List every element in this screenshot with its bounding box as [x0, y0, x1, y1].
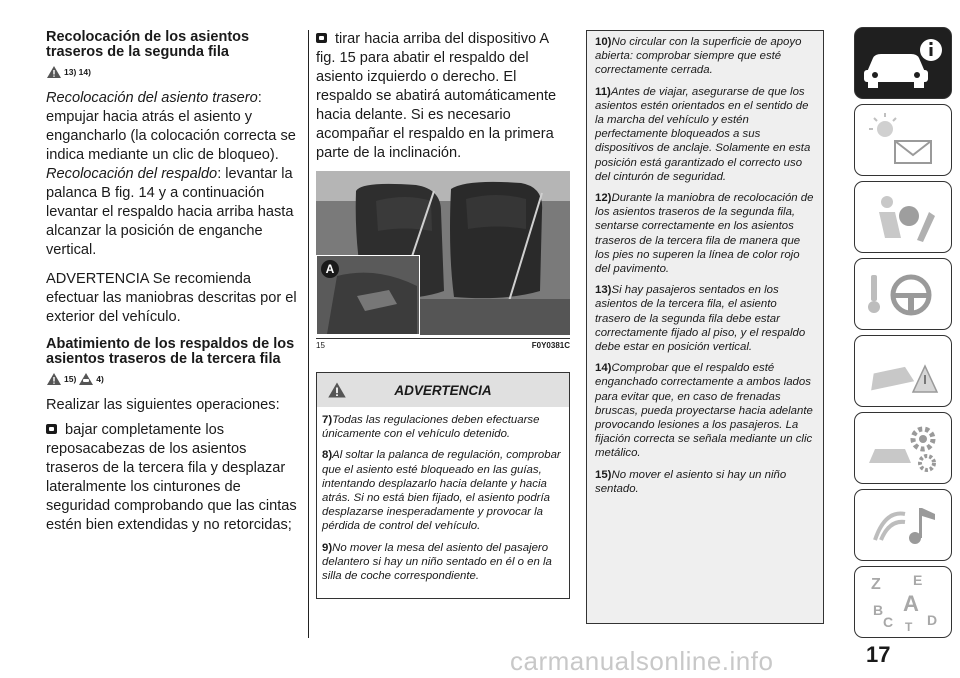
warning-references [46, 64, 300, 80]
paragraph-advertencia: ADVERTENCIA Se recomienda efectuar las maniobras descritas por el exterior del vehículo. [46, 271, 297, 325]
warning-title: ADVERTENCIA [394, 382, 492, 398]
index-letter: C [883, 614, 894, 630]
chapter-tabs [854, 27, 954, 643]
figure-rear-seats-photo [316, 171, 570, 335]
note-item: 15)No mover el asiento si hay un niño sentado. [595, 468, 787, 495]
tab-car-info[interactable] [854, 27, 952, 99]
warning-box-header [317, 373, 569, 407]
index-letter: A [903, 591, 919, 616]
index-letter: D [927, 612, 938, 628]
column-left [46, 30, 300, 535]
paragraph-reposition-seat: Recolocación del asiento trasero: empujar hacia atrás el asiento y engancharlo (la colocación correcta se indica mediante un clic de bloqueo). [46, 90, 296, 163]
warning-triangle-icon [46, 65, 62, 79]
warning-box [316, 372, 570, 599]
note-item: 7)Todas las regulaciones deben efectuarse únicamente con el vehículo detenido. [322, 414, 540, 441]
tab-multimedia[interactable] [854, 489, 952, 561]
bullet-icon [316, 33, 327, 43]
index-icon [855, 567, 951, 637]
note-item: 14)Comprobar que el respaldo esté enganchado correctamente a ambos lados para evitar que, en caso de frenadas bruscas, pueda proyectarse hacia adelante provocando lesiones a los pasajeros. La fijación correcta se señala mediante un clic metálico. [595, 362, 813, 460]
bullet-item-headrests: bajar completamente los reposacabezas de los asientos traseros de la tercera fila y desplazar lateralmente los cinturones de seguridad comprobando que las cintas estén bien extendidas y no retorcidas; [46, 422, 297, 533]
warning-references-2: 15) 4) [46, 371, 300, 387]
watermark: carmanualsonline.info [510, 646, 774, 676]
note-refs: 13) 14) [64, 67, 91, 77]
warning-triangle-icon [46, 372, 62, 386]
caution-car-icon [78, 372, 94, 386]
index-letter: E [913, 572, 923, 588]
tab-emergency[interactable] [854, 335, 952, 407]
warning-lights-icon [855, 105, 951, 175]
column-middle [316, 30, 570, 599]
tab-starting-driving[interactable] [854, 258, 952, 330]
note-item: 9)No mover la mesa del asiento del pasajero delantero si hay un niño sentado en él o en la silla de coche correspondiente. [322, 541, 552, 583]
tab-warning-lights[interactable] [854, 104, 952, 176]
warning-notes-continued [586, 30, 824, 624]
tab-safety[interactable] [854, 181, 952, 253]
section-heading-second-row: Recolocación de los asientos traseros de la segunda fila [46, 29, 250, 60]
note-item: 10)No circular con la superficie de apoyo abierta: comprobar siempre que esté correctamente cerrada. [595, 36, 802, 77]
index-letter: Z [871, 576, 881, 593]
multimedia-icon [855, 490, 951, 560]
column-right [586, 30, 842, 624]
warning-notes-list [317, 407, 569, 598]
section-heading-third-row: Abatimiento de los respaldos de los asientos traseros de la tercera fila [46, 336, 295, 367]
bullet-icon [46, 424, 57, 434]
note-item: 13)Si hay pasajeros sentados en los asientos de la tercera fila, el asiento trasero de la segunda fila debe estar correctamente fijado al piso, y el respaldo debe estar en posición vertical. [595, 284, 806, 354]
paragraph-operations: Realizar las siguientes operaciones: [46, 397, 280, 413]
paragraph-reposition-backrest: Recolocación del respaldo: levantar la palanca B fig. 14 y a continuación levantar el respaldo hacia arriba hasta alcanzar la posición de enganche vertical. [46, 166, 294, 258]
page-number: 17 [866, 642, 891, 667]
note-item: 8)Al soltar la palanca de regulación, comprobar que el asiento esté bloqueado en las guías, intentando desplazarlo hacia delante y hacia atrás. Si no está bien fijado, el asiento podría desplazarse inesperadamente y provocar la pérdida de control del vehículo. [322, 449, 561, 533]
figure-code: F0Y0381C [531, 341, 570, 350]
column-divider [308, 30, 309, 638]
index-letter: T [905, 620, 913, 634]
figure-callout-a: A [321, 260, 339, 278]
note-item: 12)Durante la maniobra de recolocación de los asientos traseros de la segunda fila, sentarse correctamente en los asientos traseros de la tercera fila de manera que los pies no superen la línea de color rojo del pavimento. [595, 192, 814, 276]
index-letter: B [873, 602, 884, 618]
tab-index[interactable] [854, 566, 952, 638]
airbag-safety-icon [855, 182, 951, 252]
breakdown-icon [855, 336, 951, 406]
figure-caption [316, 338, 570, 350]
tab-maintenance[interactable] [854, 412, 952, 484]
figure-number: 15 [316, 341, 325, 350]
maintenance-icon [855, 413, 951, 483]
note-item: 11)Antes de viajar, asegurarse de que los asientos estén orientados en el sentido de la marcha del vehículo y estén perfectamente bloqueados a sus dispositivos de anclaje. Solamente en esta posición está garantizado el correcto uso del cinturón de seguridad. [595, 85, 811, 183]
bullet-item-device-a: tirar hacia arriba del dispositivo A fig. 15 para abatir el respaldo del asiento izquierdo o derecho. El respaldo se abatirá automáticamente hacia delante. Si es necesario acompañar el respaldo en la primera parte de la inclinación. [316, 31, 557, 161]
car-info-icon [855, 28, 951, 98]
key-steering-icon [855, 259, 951, 329]
figure-inset-detail [316, 255, 420, 335]
